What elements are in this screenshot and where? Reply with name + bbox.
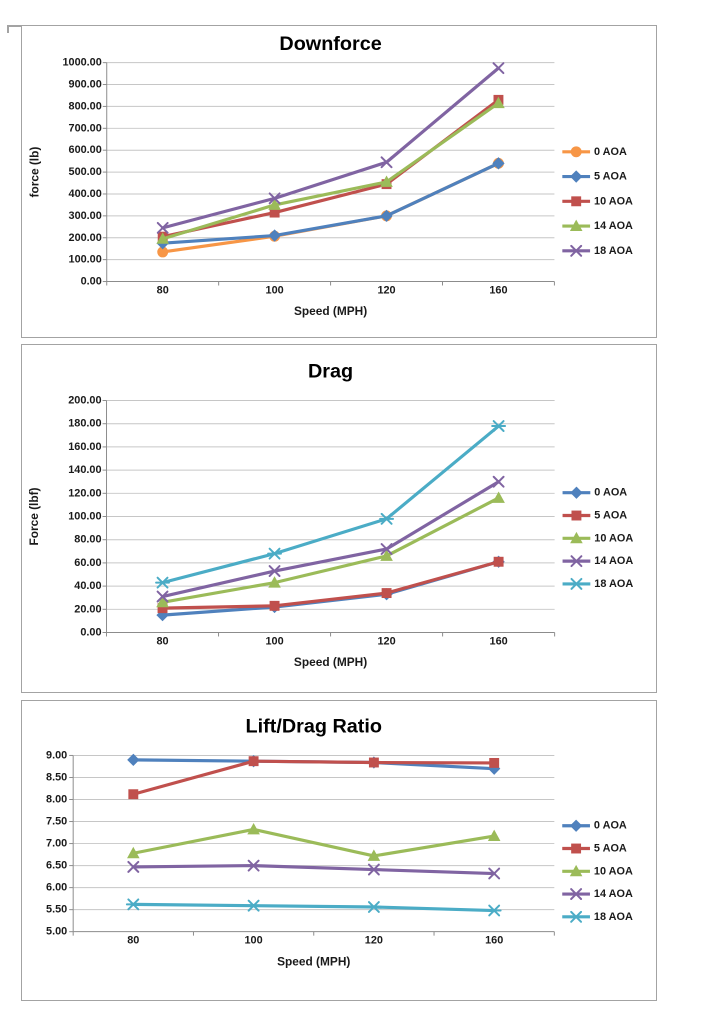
series-line-14-AOA [133,866,494,874]
x-axis-title: Speed (MPH) [277,954,351,969]
series-marker-5-AOA [490,758,499,767]
chart-drag [21,344,657,693]
lift-drag-ratio-plot-svg [22,701,655,999]
legend-item-5-AOA [563,510,628,522]
y-axis-title: force (lb) [27,146,42,198]
y-tick-label: 40.00 [74,580,102,593]
y-tick-label: 6.50 [46,859,68,872]
y-tick-label: 9.00 [46,749,68,762]
chart-title: Lift/Drag Ratio [245,715,382,738]
y-tick-label: 120.00 [68,487,102,500]
chart-downforce [21,25,657,338]
series-marker-5-AOA [270,601,279,610]
legend-item-5-AOA [562,171,627,183]
x-tick-label: 80 [156,284,169,297]
legend-marker [570,579,583,589]
legend-item-0-AOA [563,487,628,499]
y-tick-label: 100.00 [68,510,102,523]
series-marker-18-AOA [492,421,505,431]
y-tick-label: 8.00 [46,793,68,806]
legend-item-5-AOA [562,843,627,855]
y-tick-label: 20.00 [74,603,102,616]
legend-label: 18 AOA [593,910,633,923]
y-tick-label: 800.00 [68,100,102,113]
x-tick-label: 160 [489,635,508,648]
y-tick-label: 180.00 [68,417,102,430]
legend-label: 10 AOA [594,532,634,545]
y-tick-label: 300.00 [68,209,102,222]
legend-item-0-AOA [562,146,627,158]
x-tick-label: 120 [364,934,383,947]
chart-title: Downforce [279,32,382,55]
drag-plot-svg [22,345,655,691]
series-marker-5-AOA [129,790,138,799]
series-marker-0-AOA [128,754,139,765]
series-line-5-AOA [163,163,499,243]
x-tick-label: 120 [377,635,396,648]
y-tick-label: 5.00 [46,925,68,938]
legend-label: 18 AOA [594,577,634,590]
outer-frame-edge-vertical [7,25,9,33]
x-tick-label: 80 [127,934,140,947]
y-tick-label: 0.00 [80,275,102,288]
legend-label: 0 AOA [594,145,627,158]
legend-item-10-AOA [563,532,634,544]
chart-lift-drag-ratio [21,700,657,1001]
series-marker-5-AOA [249,757,258,766]
y-tick-label: 140.00 [68,464,102,477]
y-tick-label: 200.00 [68,394,102,407]
series-marker-18-AOA [488,906,501,916]
legend-marker [572,844,581,853]
y-tick-label: 160.00 [68,440,102,453]
legend-label: 18 AOA [594,244,633,257]
x-axis-title: Speed (MPH) [293,304,368,319]
legend-item-10-AOA [562,865,633,877]
x-tick-label: 100 [265,284,284,297]
legend-label: 0 AOA [593,819,627,832]
series-marker-10-AOA [493,493,504,503]
legend-label: 5 AOA [594,170,627,183]
outer-frame-edge-horizontal [7,25,22,27]
y-tick-label: 8.50 [46,771,68,784]
series-marker-18-AOA [367,902,380,912]
legend-marker [571,147,581,157]
chart-title: Drag [307,360,354,383]
y-tick-label: 7.50 [46,815,68,828]
series-marker-18-AOA [247,901,260,911]
x-tick-label: 100 [244,934,263,947]
legend-item-18-AOA [563,578,634,590]
legend-label: 10 AOA [594,195,633,208]
y-tick-label: 100.00 [68,253,102,266]
x-tick-label: 100 [265,635,284,648]
series-marker-5-AOA [382,589,391,598]
legend-marker [572,197,581,206]
x-tick-label: 160 [485,934,504,947]
y-tick-label: 900.00 [68,78,102,91]
y-tick-label: 60.00 [74,556,102,569]
y-tick-label: 700.00 [68,122,102,135]
y-tick-label: 5.50 [46,903,68,916]
x-tick-label: 160 [489,284,508,297]
y-tick-label: 1000.00 [62,56,102,69]
series-marker-18-AOA [127,899,140,909]
legend-label: 14 AOA [594,220,633,233]
series-marker-5-AOA [494,557,503,566]
y-tick-label: 600.00 [68,144,102,157]
series-marker-5-AOA [369,758,378,767]
legend-label: 14 AOA [593,888,633,901]
y-tick-label: 7.00 [46,837,68,850]
x-tick-label: 80 [156,635,169,648]
legend-marker [571,487,582,498]
series-line-14-AOA [163,103,499,239]
legend [562,820,633,923]
series-marker-18-AOA [268,549,281,559]
y-tick-label: 200.00 [68,231,102,244]
series-marker-18-AOA [380,514,393,524]
legend-item-14-AOA [562,220,633,232]
series-line-18-AOA [163,68,499,228]
x-axis-title: Speed (MPH) [293,655,368,670]
legend-marker [572,511,581,520]
legend-marker [571,820,582,831]
legend-item-14-AOA [563,555,634,567]
legend-item-0-AOA [562,820,627,832]
legend-label: 14 AOA [594,555,634,568]
series-line-14-AOA [163,482,499,597]
y-tick-label: 6.00 [46,881,68,894]
legend-label: 0 AOA [594,486,628,499]
legend-item-14-AOA [562,888,633,900]
y-tick-label: 400.00 [68,187,102,200]
legend [563,487,634,590]
series-marker-14-AOA [494,477,504,487]
legend-marker [571,171,582,182]
legend-label: 10 AOA [593,865,633,878]
legend-marker [570,912,583,922]
legend-item-18-AOA [562,911,633,923]
downforce-plot-svg [22,26,655,336]
legend [562,146,633,257]
legend-item-18-AOA [562,245,633,257]
x-tick-label: 120 [377,284,396,297]
legend-label: 5 AOA [594,509,628,522]
series-marker-18-AOA [494,63,504,73]
series-line-10-AOA [133,829,494,855]
y-tick-label: 500.00 [68,166,102,179]
legend-label: 5 AOA [593,842,627,855]
y-tick-label: 80.00 [74,533,102,546]
y-tick-label: 0.00 [80,626,102,639]
legend-item-10-AOA [562,195,633,207]
y-axis-title: Force (lbf) [27,487,42,546]
